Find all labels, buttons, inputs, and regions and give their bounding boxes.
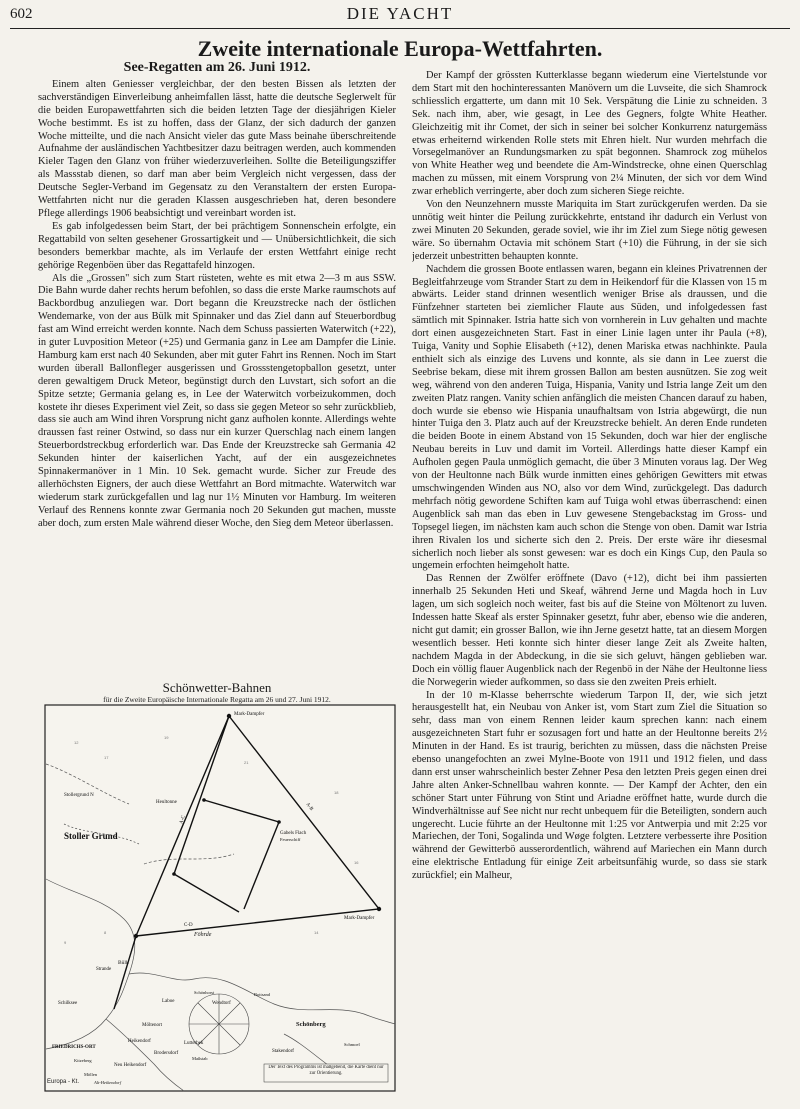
right-column [412,70,767,1095]
left-column [38,60,396,678]
header-rule [10,28,790,29]
map-label-feuerschiff: Feuerschiff [280,837,301,842]
svg-text:17: 17 [104,755,109,760]
paragraph: In der 10 m-Klasse beherrschte wiederum Tarpon II, der, wie sich jetzt herausgestellt hat, ein Neubau von Anker ist, vom Start zum Ziel die Situation so sehr, dass man von einem Rennen leider kaum sprechen kann: nach einem ausgezeichneten Start fuhr er sozusagen fort und hatte an der Heultonne bereits 2½ Minuten in der Hand. Es ist traurig, berichten zu müssen, dass die nächsten Preise ebenso unangefochten an zwei Mylne-Boote von 1911 und 1912 fielen, und dass dann erst unser wahrscheinlich bester Zehner Pesa den letzten Preis gegen einen drei Jahre alten Anker-Schnellbau wahren konnte. — Der Kampf der Achter, den ein schöner Start unter Führung von Stint und Ariadne eröffnet hatte, wurde durch die Windverhältnisse auf See nicht nur recht unbequem für die Beteiligten, sondern auch ungerecht. Lucie führte an der Heultonne mit 1:25 vor Antwerpia und mit 2:25 vor Mariechen, der Toni, Sogalinda und Wøge folgten. Letztere verbesserte ihre Position während der Gewitterbö ausserordentlich, während auf Mariechen ein Mann durch eine elektrische Entladung für einige Zeit arbeitsunfähig wurde, so dass sie stark zurückfiel; ein Malheur, [412,689,767,882]
map-label-kitzeberg: Kitzeberg [74,1058,92,1063]
svg-text:9: 9 [64,940,67,945]
map-title: Schönwetter-Bahnen [162,680,272,695]
map-label-fohrde: Föhrde [194,932,212,938]
svg-text:18: 18 [334,790,339,795]
map-label-schonhorst: Schönhorst [194,990,215,995]
map-label-brodersdorf: Brodersdorf [154,1051,179,1056]
regatta-course-map [44,704,396,1092]
map-label-leg-ab: A-B [304,802,314,813]
map-label-leg-cd: C-D [184,923,193,928]
map-label-strande: Strande [96,967,112,972]
svg-text:21: 21 [244,760,249,765]
map-label-leg-ac: A-C [179,814,187,825]
paragraph: Es gab infolgedessen beim Start, der bei prächtigem Sonnenschein erfolgte, ein Regattabild von selten gesehener Grossartigkeit und — Unübersichtlichkeit, die sich besonders bemerkbar machte, als im Verlaufe der ersten Wettfahrt einige recht gehörige Regenböen über das Regattafeld hinzogen. [38,220,396,271]
map-label-schilksee: Schilksee [58,1001,78,1006]
map-label-bottsand: Bottsand [254,992,271,997]
map-label-heikendorf: Heikendorf [128,1039,151,1044]
paragraph: Von den Neunzehnern musste Mariquita im Start zurückgerufen werden. Da sie unnötig weit hinter die Peilung zurückkehrte, entstand ihr dadurch ein Verlust von zwei Minuten 20 Sekunden, gerade soviel, wie ihr im Ziel zum Siege nötig gewesen wäre. So übernahm Octavia mit schönem Start (+10) die Führung, in der sie sich jederzeit unbestritten behaupten konnte. [412,199,767,262]
map-label-stoller-grund: Stoller Grund [64,831,118,841]
paragraph: Als die „Grossen" sich zum Start rüsteten, wehte es mit etwa 2—3 m aus SSW. Die Bahn wurde daher rechts herum befohlen, so dass die erste Marke raumschots auf Backbordbug anzuliegen war. Dort begann die Kreuzstrecke nach der östlichen Wendemarke, von der aus Bülk mit Spinnaker und das Ziel dann auf Steuerbordbug fast am Wind erreicht werden konnte. Nach dem Schuss passierten Waterwitch (+22), in guter Luvposition Meteor (+25) und Germania ganz in Lee am Dampfer die Linie. Hamburg kam erst nach 40 Sekunden, aber mit guter Fahrt ins Rennen. Noch im Start wurden überall Ballonfleger ausgerissen und Grossstengetopballon gesetzt, unter deren gewaltigem Druck Meteor, begünstigt durch den Luvstart, sich sofort an die Spitze setzte; Germania gelang es, in Lee der Waterwitch vorbeizukommen, doch kostete ihr dieses Experiment viel Zeit, so dass sie gegen Meteor so sehr zurückblieb, dass sie auch am Wind ihren Vorsprung nicht ganz aufholen konnte. Allerdings wehte draussen fast reiner Ostwind, so dass nur ein kurzer Querschlag nach einem langen Steuerbordstreckbug erforderlich war. Das Ende der Kreuzstrecke sah Germania 42 Sekunden hinter der kaiserlichen Yacht, auf der ein ausgezeichnetes Spinnakermanöver in 1 Min. 10 Sek. gemacht wurde. Sicher zur Freude des allerhöchsten Eigners, der auch diese Wettfahrt an Bord mitmachte. Waterwitch war wiederum stark zurückgefallen und lag nur 1½ Minuten vor Hamburg. Im weiteren Verlauf des Rennens konnte zwar Germania noch 20 Sekunden gut machen, musste aber doch, zum ersten Male während dieser Woche, den Sieg dem Meteor überlassen. [38,272,396,529]
map-note: Der Text des Programms ist maßgebend, die Karte dient nur zur Orientierung. [268,1065,384,1076]
svg-text:12: 12 [74,740,79,745]
map-label-friedrichsort: FRIEDRICHS-ORT [52,1045,96,1050]
map-label-alt-heikendorf: Alt-Heikendorf [94,1080,121,1085]
map-credit: Europa - Kt. [47,1079,80,1085]
map-label-masstab: Maßstab [192,1056,208,1061]
map-label-laboe: Laboe [162,999,175,1004]
svg-text:14: 14 [314,930,319,935]
map-label-neu-heikendorf: Neu Heikendorf [114,1063,147,1068]
article-title: Zweite internationale Europa-Wettfahrten. [197,36,603,61]
svg-text:8: 8 [104,930,107,935]
page-number: 602 [10,6,33,22]
map-label-stollergrund-n: Stollergrund N [64,793,94,798]
article-subhead: See-Regatten am 26. Juni 1912. [123,60,311,75]
map-label-schonberg: Schönberg [296,1021,326,1028]
map-label-schmoel: Schmoel [344,1042,360,1047]
paragraph: Der Kampf der grössten Kutterklasse begann wiederum eine Viertelstunde vor dem Start mit den hochinteressanten Manövern um die Luvseite, die sich Shamrock schliesslich ergatterte, um dann mit 10 Sek. Verspätung die Linie zu schneiden. 3 Sek. nach ihm, aber, wie gesagt, in Lee des Gegners, folgte White Heather. Gleichzeitig mit ihr Comet, der sich in seiner bei solcher Konkurrenz naturgemäss etwas erheiternd wirkenden Rolle stets mit Ehren hielt. Nur wurden mehrfach die Vorsegelmanöver an Rundungsmarken zu spät begonnen. Shamrock zog mühelos von White Heather weg und beendete die Am-Windstrecke, ohne einen Querschlag machen zu müssen, mit einem Vorsprung von 2¼ Minuten, der sich vor dem Wind zwar erheblich verringerte, aber doch zum sicheren Siege reichte. [412,70,767,198]
map-label-stakendorf: Stakendorf [272,1049,294,1054]
map-label-gabels-flach: Gabels Flach [280,831,307,836]
map-label-heultonne: Heultonne [156,800,177,805]
map-subtitle: für die Zweite Europäische Internationale Regatta am 26 und 27. Juni 1912. [103,695,331,704]
map-label-mollen: Möllen [84,1072,97,1077]
map-label-lutterbek: Lutterbek [184,1041,204,1046]
paragraph: Nachdem die grossen Boote entlassen waren, begann ein kleines Privatrennen der Begleitfahrzeuge vom Strander Start zu dem in Heikendorf für die Klassen von 15 m abwärts. Leider stand drinnen wesentlich weniger Brise als draussen, und die Fünfzehner starteten bei ziemlicher Flaute aus Süden, und infolgedessen fast sämtlich mit Spinnaker. Istria hatte sich von vornherein in Luv gehalten und machte dort einen ausgezeichneten Start. Fast in einer Linie lagen unter ihr Paula (+8), Tuiga, Vanity und Sophie Elisabeth (+12), denen Mariska etwas nachhinkte. Paula enthielt sich als einzige des Luvens und konnte, als sie dann in Lee zuerst die Seebrise bekam, diese mit ihrem grossen Ballon am besten ausnützen. Sie zog weit weg, während von den anderen Tuiga, Hispania, Vanity und Istria lange Zeit um den zweiten Platz rangen. Vanity schien anfänglich die meisten Chancen darauf zu haben, doch wurde sie ebenso wie Hispania unaufhaltsam von Istria abgewürgt, die nun hinter Tuiga den 3. Platz auch auf der Kreuzstrecke behielt. An deren Ende rundeten die beiden Boote in einem Abstand von 15 Sekunden, doch war hier der englische Neubau bereits in Luv und damit im Vorteil. Allerdings hatte dieser Kampf ein Aufholen gegen Paula unmöglich gemacht, die über 3 Minuten voraus lag. Der Weg von der Heultonne nach Bülk wurde inmitten eines gehörigen Gewitters mit etwas umschwingenden Winden aus NO, also vor dem Wind, zurückgelegt. Das dadurch mehrfach nötig gewordene Schiften kam auf Tuiga wohl etwas überraschend: einen Augenblick sah man das eben in Luv gewesene Stengebackstag im Gross- und Topsegel liegen, im nächsten kam auch schon die Stenge von oben. Damit war Istria ihren Rivalen los und sicherte sich den 2. Preis. Der erste wäre ihr diesesmal sicherlich noch lieber als sonst gewesen: war es doch ein Kings Cup, den Paula so ungemein erfochten heimgeholt hatte. [412,263,767,572]
map-label-bulk: Bülk [118,960,129,966]
svg-text:19: 19 [164,735,169,740]
paragraph: Das Rennen der Zwölfer eröffnete (Davo (+12), dicht bei ihm passierten innerhalb 25 Sekunden Heti und Skeaf, während Jerne und Magda hoch in Luv lagen, um sich sogleich noch weiter, fast bis auf die Steine von Möltenort zu luven. Indessen hatte Skeaf als erster Spinnaker gesetzt, fuhr aber, ebenso wie die anderen, nicht gut damit; ein grosser Ballon, wie ihn Jerne gesetzt hatte, tat an diesem Morgen wesentlich besser. Heti konnte sich hinter dieser lange Zeit als Zweite halten, nachdem Magda in der Abdeckung, in die sie sich geluvt, hängen geblieben war. Doch ein völlig flauer Augenblick nach der Regenbö in der Nähe der Heultonne liess die Norwegerin wieder aufkommen, so dass sie den zweiten Preis erhielt. [412,573,767,688]
paragraph: Einem alten Geniesser vergleichbar, der den besten Bissen als letzten der sachverständigen Einverleibung anheimfallen lässt, hatte die deutsche Seglerwelt für die beiden Europawettfahrten sich die beiden letzten Tage der diesjährigen Kieler Woche bestimmt. Es ist zu hoffen, dass der Glanz, der sich dadurch der ganzen Woche mitteilte, und die nach Ansicht vieler das gute Mass beinahe überschreitende Aufnahme der ausländischen Yachtbesitzer dazu beitragen werden, auch kommenden Kieler Tagen den Glanz von früher wiederzuverleihen. Sollte die Beteiligungsziffer als Massstab dienen, so darf man aber beim Vergleich nicht vergessen, dass der Deutsche Segler-Verband im Gegensatz zu den Veranstaltern der ersten Europa-Wettfahrten nicht nur die geraden Klassen ausgeschrieben hat, deren besondere Pflege allerdings 1906 beabsichtigt und vereinbart worden ist. [38,78,396,219]
map-label-moltenort: Möltenort [142,1023,162,1028]
map-label-mark-north: Mark-Dampfer [234,712,265,717]
map-label-mark-east: Mark-Dampfer [344,916,375,921]
map-frame [45,705,395,1091]
svg-text:16: 16 [354,860,359,865]
map-label-wendtorf: Wendtorf [212,1001,231,1006]
running-title: DIE YACHT [346,4,454,23]
